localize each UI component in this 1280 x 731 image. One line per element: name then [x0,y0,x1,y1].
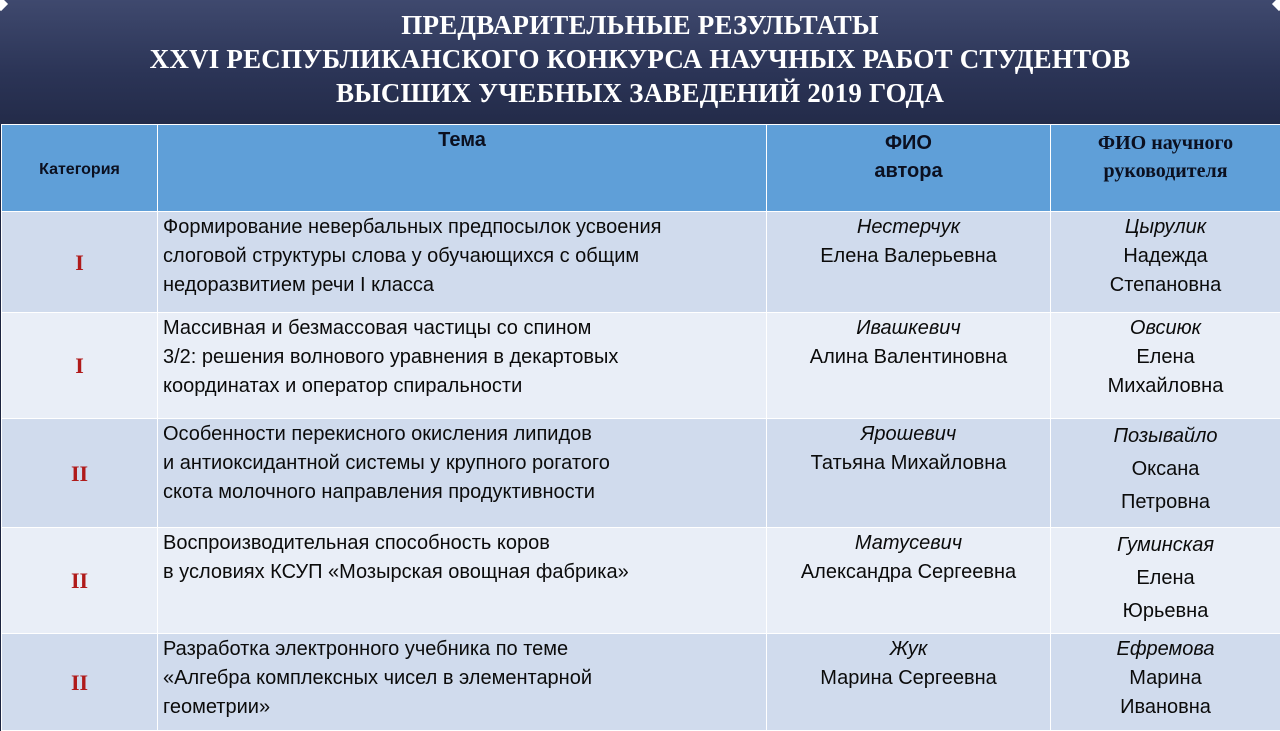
category-cell: II [2,634,158,731]
supervisor-name: Оксана [1051,453,1280,486]
topic-line: «Алгебра комплексных чисел в элементарной [163,664,760,693]
author-name: Татьяна Михайловна [767,449,1050,478]
results-table [1,124,1280,731]
topic-cell [158,528,767,634]
supervisor-cell [1051,313,1280,419]
table-row [2,313,1280,419]
header-author [767,125,1051,212]
supervisor-cell [1051,419,1280,528]
header-supervisor-line: ФИО научного [1051,129,1280,157]
author-surname: Ивашкевич [767,314,1050,343]
supervisor-surname: Ефремова [1051,635,1280,664]
author-surname: Матусевич [767,529,1050,558]
topic-line: в условиях КСУП «Мозырская овощная фабрика» [163,558,760,587]
title-line: ПРЕДВАРИТЕЛЬНЫЕ РЕЗУЛЬТАТЫ [0,8,1280,42]
title-line: ВЫСШИХ УЧЕБНЫХ ЗАВЕДЕНИЙ 2019 ГОДА [0,76,1280,110]
supervisor-surname: Цырулик [1051,213,1280,242]
topic-line: геометрии» [163,693,760,722]
header-supervisor-line: руководителя [1051,157,1280,185]
header-supervisor [1051,125,1280,212]
author-cell [767,212,1051,313]
table-row [2,634,1280,731]
topic-line: Воспроизводительная способность коров [163,529,760,558]
supervisor-cell [1051,528,1280,634]
table-row [2,528,1280,634]
author-cell [767,419,1051,528]
supervisor-patronymic: Юрьевна [1051,595,1280,628]
header-topic: Тема [158,125,767,212]
author-surname: Ярошевич [767,420,1050,449]
header-author-line: ФИО [767,129,1050,157]
category-cell: II [2,419,158,528]
author-cell [767,528,1051,634]
author-name: Алина Валентиновна [767,343,1050,372]
slide-title [0,8,1280,110]
author-cell [767,634,1051,731]
supervisor-surname: Овсиюк [1051,314,1280,343]
author-name: Марина Сергеевна [767,664,1050,693]
slide-header [0,0,1280,124]
category-cell: I [2,313,158,419]
category-cell: II [2,528,158,634]
supervisor-patronymic: Петровна [1051,486,1280,519]
supervisor-patronymic: Михайловна [1051,372,1280,401]
topic-line: 3/2: решения волнового уравнения в декартовых [163,343,760,372]
topic-line: Разработка электронного учебника по теме [163,635,760,664]
table-header-row [2,125,1280,212]
topic-line: скота молочного направления продуктивности [163,478,760,507]
supervisor-patronymic: Ивановна [1051,693,1280,722]
table-row [2,212,1280,313]
topic-line: и антиоксидантной системы у крупного рогатого [163,449,760,478]
category-cell: I [2,212,158,313]
author-name: Александра Сергеевна [767,558,1050,587]
topic-line: недоразвитием речи I класса [163,271,760,300]
topic-line: Особенности перекисного окисления липидов [163,420,760,449]
supervisor-name: Надежда [1051,242,1280,271]
supervisor-name: Елена [1051,562,1280,595]
topic-line: Массивная и безмассовая частицы со спином [163,314,760,343]
supervisor-cell [1051,212,1280,313]
topic-line: слоговой структуры слова у обучающихся с общим [163,242,760,271]
header-author-line: автора [767,157,1050,185]
supervisor-patronymic: Степановна [1051,271,1280,300]
author-name: Елена Валерьевна [767,242,1050,271]
topic-line: координатах и оператор спиральности [163,372,760,401]
author-surname: Жук [767,635,1050,664]
header-category: Категория [2,125,158,212]
topic-cell [158,634,767,731]
topic-cell [158,419,767,528]
supervisor-surname: Позывайло [1051,420,1280,453]
supervisor-name: Марина [1051,664,1280,693]
supervisor-cell [1051,634,1280,731]
table-row [2,419,1280,528]
title-line: XXVI РЕСПУБЛИКАНСКОГО КОНКУРСА НАУЧНЫХ РАБОТ СТУДЕНТОВ [0,42,1280,76]
author-cell [767,313,1051,419]
supervisor-name: Елена [1051,343,1280,372]
topic-cell [158,313,767,419]
topic-line: Формирование невербальных предпосылок усвоения [163,213,760,242]
topic-cell [158,212,767,313]
supervisor-surname: Гуминская [1051,529,1280,562]
author-surname: Нестерчук [767,213,1050,242]
